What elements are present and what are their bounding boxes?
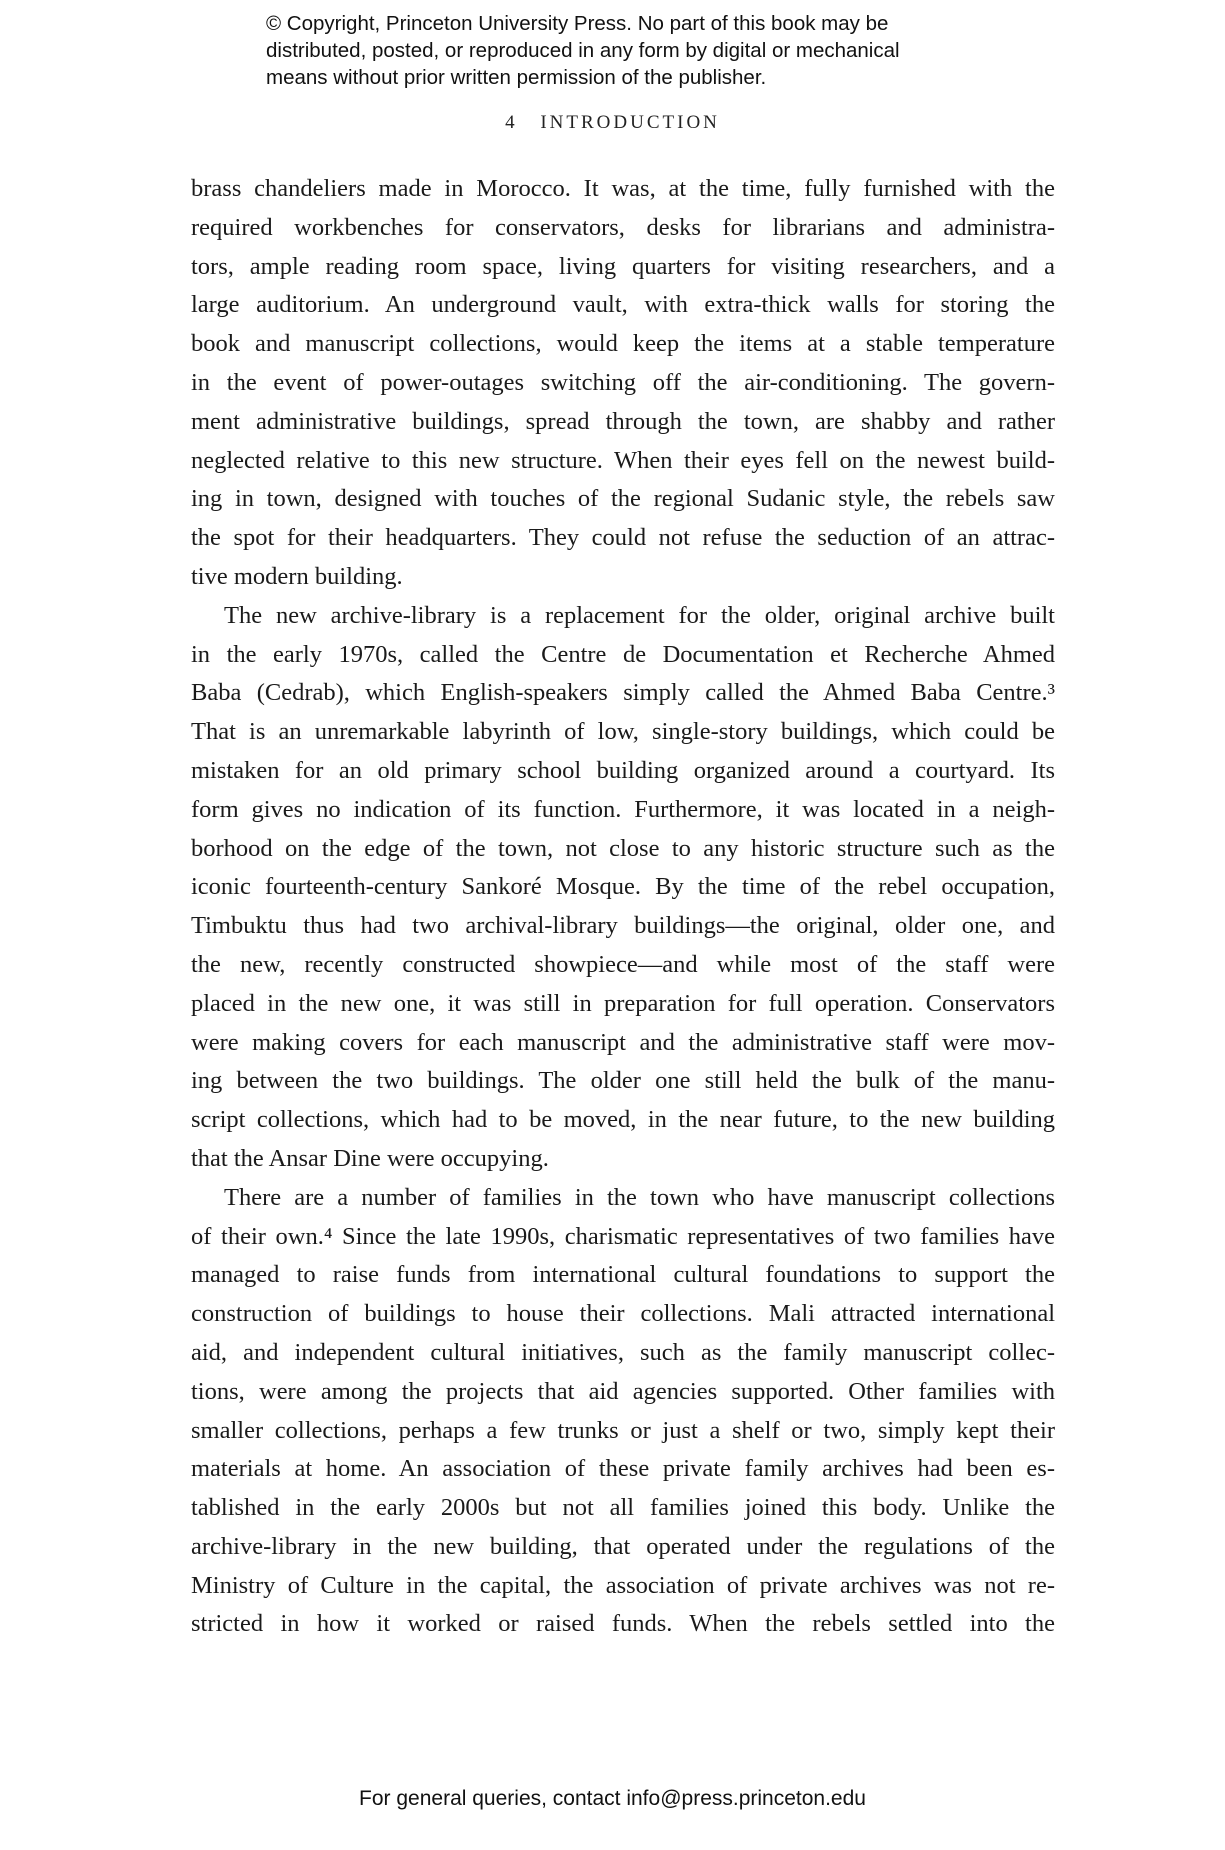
running-head [0, 112, 1225, 134]
text-line: archive-library in the new building, that operated under the regulations of the [191, 1532, 1055, 1560]
text-line: aid, and independent cultural initiatives, such as the family manuscript collec- [191, 1338, 1055, 1366]
text-line: stricted in how it worked or raised funds. When the rebels settled into the [191, 1610, 1055, 1638]
text-line: tablished in the early 2000s but not all families joined this body. Unlike the [191, 1494, 1055, 1522]
copyright-line: © Copyright, Princeton University Press. No part of this book may be [266, 12, 889, 35]
text-line: That is an unremarkable labyrinth of low, single-story buildings, which could be [191, 718, 1055, 746]
text-line: brass chandeliers made in Morocco. It was, at the time, fully furnished with the [191, 175, 1055, 202]
text-line: ing in town, designed with touches of the regional Sudanic style, the rebels saw [191, 485, 1055, 513]
text-line: tive modern building. [191, 562, 403, 590]
copyright-line: distributed, posted, or reproduced in any form by digital or mechanical [266, 39, 900, 62]
text-line: required workbenches for conservators, desks for librarians and administra- [191, 213, 1055, 241]
text-line: materials at home. An association of these private family archives had been es- [191, 1455, 1055, 1483]
text-line: borhood on the edge of the town, not close to any historic structure such as the [191, 834, 1055, 862]
text-line: tions, were among the projects that aid agencies supported. Other families with [191, 1377, 1055, 1405]
text-line: smaller collections, perhaps a few trunks or just a shelf or two, simply kept their [191, 1416, 1055, 1444]
body-text [191, 170, 1055, 1644]
text-line: managed to raise funds from international cultural foundations to support the [191, 1261, 1055, 1289]
footer-contact: For general queries, contact info@press.princeton.edu [359, 1787, 866, 1810]
text-line: The new archive-library is a replacement for the older, original archive built [224, 601, 1055, 629]
section-title: INTRODUCTION [540, 112, 720, 133]
text-line: book and manuscript collections, would keep the items at a stable temperature [191, 330, 1055, 358]
text-line: form gives no indication of its function. Furthermore, it was located in a neigh- [191, 795, 1055, 823]
text-line: Ministry of Culture in the capital, the association of private archives was not re- [191, 1571, 1055, 1599]
text-line: There are a number of families in the town who have manuscript collections [224, 1183, 1055, 1211]
text-line: Baba (Cedrab), which English-speakers simply called the Ahmed Baba Centre.³ [191, 679, 1055, 707]
text-line: in the early 1970s, called the Centre de Documentation et Recherche Ahmed [191, 640, 1055, 668]
text-line: the new, recently constructed showpiece—and while most of the staff were [191, 950, 1055, 978]
copyright-line: means without prior written permission of the publisher. [266, 66, 767, 89]
text-line: were making covers for each manuscript and the administrative staff were mov- [191, 1028, 1055, 1056]
text-line: that the Ansar Dine were occupying. [191, 1144, 549, 1172]
text-line: script collections, which had to be moved, in the near future, to the new building [191, 1106, 1055, 1134]
text-line: placed in the new one, it was still in preparation for full operation. Conservators [191, 989, 1055, 1017]
text-line: neglected relative to this new structure. When their eyes fell on the newest build- [191, 446, 1055, 474]
text-line: iconic fourteenth-century Sankoré Mosque. By the time of the rebel occupation, [191, 873, 1055, 901]
text-line: mistaken for an old primary school building organized around a courtyard. Its [191, 756, 1055, 784]
text-line: ment administrative buildings, spread through the town, are shabby and rather [191, 407, 1055, 435]
text-line: Timbuktu thus had two archival-library buildings—the original, older one, and [191, 912, 1055, 940]
copyright-notice [266, 10, 986, 91]
text-line: of their own.⁴ Since the late 1990s, charismatic representatives of two families have [191, 1222, 1055, 1250]
text-line: ing between the two buildings. The older one still held the bulk of the manu- [191, 1067, 1055, 1095]
page-number: 4 [505, 112, 515, 133]
text-line: in the event of power-outages switching off the air-conditioning. The govern- [191, 368, 1055, 396]
text-line: tors, ample reading room space, living quarters for visiting researchers, and a [191, 252, 1055, 280]
text-line: the spot for their headquarters. They could not refuse the seduction of an attrac- [191, 524, 1055, 552]
text-line: large auditorium. An underground vault, with extra-thick walls for storing the [191, 291, 1055, 319]
text-line: construction of buildings to house their collections. Mali attracted international [191, 1300, 1055, 1328]
